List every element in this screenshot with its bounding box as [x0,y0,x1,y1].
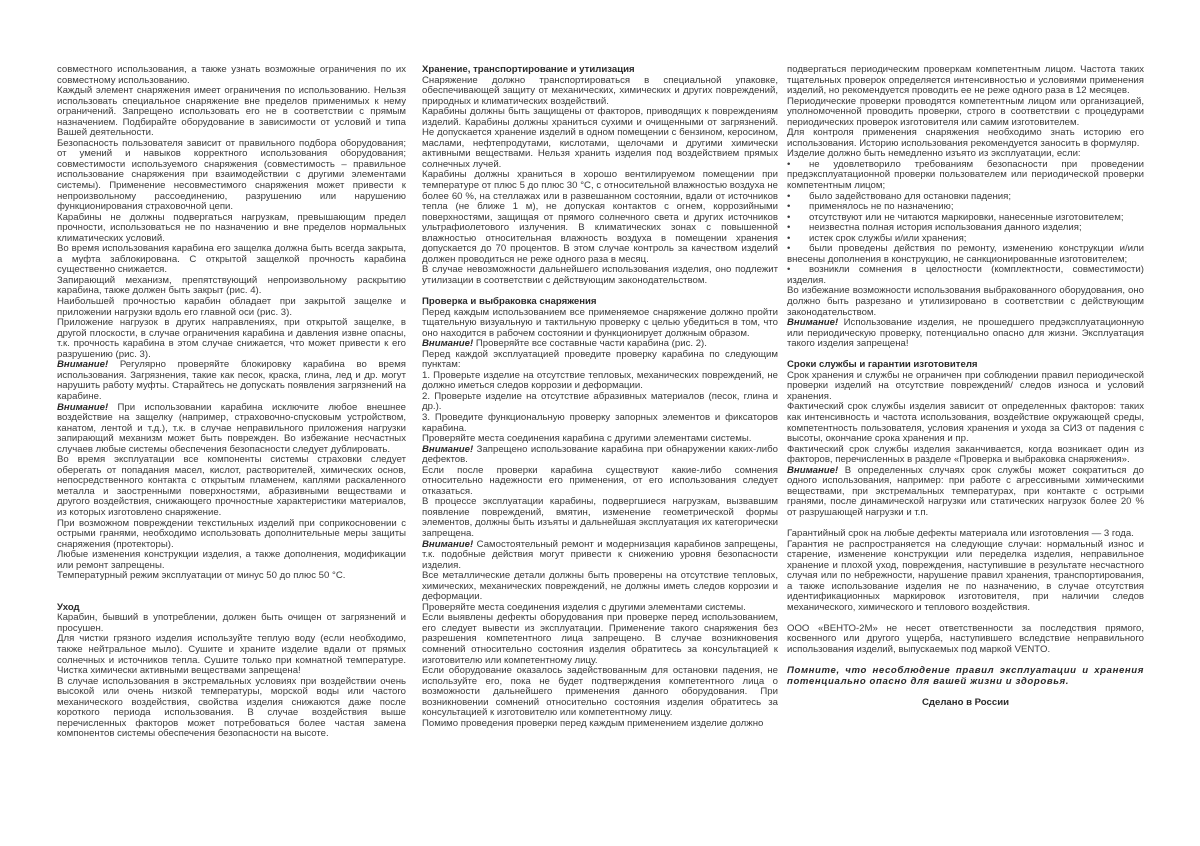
paragraph: совместного использования, а также узнать возможные ограничения по их совместному использованию. [57,64,406,86]
warning-text: В определенных случаях срок службы может сократиться до одного использования, например: при работе с агрессивными химическими веществами, при экстремальных температурах, при контакте с острыми гранями, после динамической нагрузки или статических нагрузок более 20 % от разрушающей нагрузки и т.п. [787,464,1144,518]
warning-paragraph [57,403,406,456]
paragraph: Для контроля применения снаряжения необходимо знать историю его использования. Историю использования рекомендуется заносить в формуляр. [787,127,1144,149]
paragraph: Для чистки грязного изделия используйте теплую воду (если необходимо, также нейтральное мыло). Сушите и храните изделие вдали от прямых солнечных и источников тепла. Сушите только при комнатной температуре. Чистка химически активными веществами запрещена! [57,633,406,677]
section-heading: Сроки службы и гарантии изготовителя [787,359,978,371]
column-left [57,65,406,740]
paragraph: Безопасность пользователя зависит от правильного подбора оборудования; от умений и навыков корректного использования оборудования; совместимости используемого снаряжения (совместимость – правильное использование снаряжения при взаимодействии с другими элементами системы). Применение несовместимого снаряжения может привести к непроизвольному рассоединению, разрушению или нарушению функционирования страховочной цепи. [57,137,406,213]
made-in-label: Сделано в России [921,696,1010,708]
warning-text: Запрещено использование карабина при обнаружении каких-либо дефектов. [422,443,778,466]
bullet-dot-icon: • [787,232,791,244]
paragraph: Во избежание возможности использования выбракованного оборудования, оно должно быть разрезано и утилизировано в соответствии с действующим законодательством. [787,285,1144,318]
paragraph: Наибольшей прочностью карабин обладает при закрытой защелке и приложении нагрузки вдоль его главной оси (рис. 3). [57,296,406,318]
bullet-dot-icon: • [787,190,791,202]
paragraph: Фактический срок службы изделия заканчивается, когда возникает один из факторов, перечисленных в разделе «Проверка и выбраковка снаряжения». [787,443,1144,466]
bullet-item [787,244,1144,265]
paragraph: Во время эксплуатации все компоненты системы страховки следует оберегать от попадания масел, кислот, растворителей, химических основ, непосредственного контакта с открытым пламенем, каплями раскаленного металла и заостренными поверхностями, абразивными веществами и другого воздействия, снижающего прочностные характеристики материалов, из которых изготовлено снаряжение. [57,454,406,518]
warning-text: При использовании карабина исключите любое внешнее воздействие на защелку (например, страховочно-спусковым устройством, канатом, лентой и т.д.), т.к. в случае неправильного приложения нагрузки запирающий механизм может быть поврежден. Во избежание несчастных случаев любые системы обеспечения безопасности следует дублировать. [57,401,406,455]
paragraph: 3. Проведите функциональную проверку запорных элементов и фиксаторов карабина. [422,412,778,434]
paragraph: В случае невозможности дальнейшего использования изделия, оно подлежит утилизации в соответствии с действующим законодательством. [422,264,778,286]
paragraph: Карабины должны быть защищены от факторов, приводящих к повреждениям изделий. Карабины должны храниться сухими и очищенными от загрязнений. Не допускается хранение изделий в одном помещении с бензином, керосином, маслами, нефтепродутами, кислотами, щелочами и другими химически активными веществами. Нельзя хранить изделия под воздействием прямых солнечных лучей. [422,106,778,170]
paragraph: Во время использования карабина его защелка должна быть всегда закрыта, а муфта заблокирована. С открытой защелкой прочность карабина существенно снижается. [57,243,406,276]
paragraph: 2. Проверьте изделие на отсутствие абразивных материалов (песок, глина и др.). [422,390,778,413]
warning-label: Внимание! [57,401,109,413]
paragraph: ООО «ВЕНТО-2М» не несет ответственности за последствия прямого, косвенного или другого ущерба, наступившего вследствие неправильного использования изделий, выпускаемых под маркой VENTO. [787,622,1144,655]
warning-paragraph [787,466,1144,519]
warning-label: Внимание! [57,359,109,371]
paragraph: При возможном повреждении текстильных изделий при соприкосновении с острыми гранями, необходимо использовать дополнительные меры защиты снаряжения (протекторы). [57,517,406,550]
section-heading: Хранение, транспортирование и утилизация [422,64,635,75]
paragraph: Запирающий механизм, препятствующий непроизвольному раскрытию карабина, также должен быть закрыт (рис. 4). [57,274,406,297]
spacer [57,582,406,593]
warning-text: Использование изделия, не прошедшего предэксплуатационную или периодическую проверку, потенциально опасно для жизни. Эксплуатация такого изделия запрещена! [787,317,1144,350]
paragraph: Перед каждой эксплуатацией проведите проверку карабина по следующим пунктам: [422,348,778,371]
column-right [787,65,1144,708]
bullet-dot-icon: • [787,201,791,213]
warning-label: Внимание! [422,538,474,550]
paragraph: Срок хранения и службы не ограничен при соблюдении правил периодической проверки изделий на отсутствие повреждений/ следов износа и условий хранения. [787,369,1144,402]
warning-text: Самостоятельный ремонт и модернизация карабинов запрещены, т.к. подобные действия могут привести к снижению уровня безопасности изделия. [422,538,778,571]
section-heading: Уход [57,601,80,613]
paragraph: Перед каждым использованием все применяемое снаряжение должно пройти тщательную визуальную и тактильную проверку с целью убедиться в том, что оно находится в рабочем состоянии и функционирует должным образом. [422,306,778,339]
bullet-dot-icon: • [787,264,791,276]
paragraph: подвергаться периодическим проверкам компетентным лицом. Частота таких тщательных проверок определяется интенсивностью и условиями применения изделий, но рекомендуется проводить ее не реже одного раза в 12 месяцев. [787,64,1144,97]
bullet-dot-icon: • [787,158,791,170]
warning-label: Внимание! [422,338,474,350]
bullet-dot-icon: • [787,243,791,255]
paragraph: В процессе эксплуатации карабины, подвергшиеся нагрузкам, вызвавшим появление повреждений, вмятин, изменение геометрической формы элементов, должны быть изъяты и дальнейшая эксплуатация их категорически запрещена. [422,496,778,540]
bullet-text: были проведены действия по ремонту, изменению конструкции и/или внесены дополнения в конструкцию, не санкционированные изготовителем; [787,243,1144,265]
paragraph: Фактический срок службы изделия зависит от определенных факторов: таких как интенсивность и частота использования, воздействие окружающей среды, компетентность пользователя, условия хранения и ухода за СИЗ от падения с высоты, окончание срока хранения и пр. [787,401,1144,445]
paragraph: Помимо проведения проверки перед каждым применением изделие должно [422,717,764,729]
bullet-text: не удовлетворило требованиям безопасности при проведении предэксплуатационной проверки пользователем или периодической проверки компетентным лицом; [787,158,1144,192]
paragraph: Все металлические детали должны быть проверены на отсутствие тепловых, химических, механических повреждений, не должны иметь следов коррозии и деформации. [422,570,778,603]
bullet-text: отсутствуют или не читаются маркировки, нанесенные изготовителем; [809,211,1124,223]
paragraph: Снаряжение должно транспортироваться в специальной упаковке, обеспечивающей защиту от механических, химических и других повреждений, природных и климатических воздействий. [422,74,778,107]
safety-reminder: Помните, что несоблюдение правил эксплуатации и хранения потенциально опасно для вашей жизни и здоровья. [787,664,1144,687]
warning-label: Внимание! [422,443,474,455]
paragraph: Если после проверки карабина существуют какие-либо сомнения относительно надежности его применения, от его использования следует отказаться. [422,464,778,497]
warning-label: Внимание! [787,317,839,329]
column-middle [422,65,778,729]
bullet-text: было задействовано для остановки падения; [809,190,1012,202]
warning-text: Регулярно проверяйте блокировку карабина во время использования. Загрязнения, такие как песок, краска, глина, лед и др. могут нарушить работу муфты. Старайтесь не допускать появления загрязнений на карабине. [57,359,406,402]
paragraph: Гарантийный срок на любые дефекты материала или изготовления — 3 года. [787,527,1134,539]
bullet-text: применялось не по назначению; [809,201,954,213]
paragraph: Если оборудование оказалось задействованным для остановки падения, не используйте его, пока не будет подтверждения компетентного лица о возможности дальнейшего применения данного оборудования. При возникновении сомнений относительно состояния изделия обратитесь за консультацией к изготовителю или компетентному лицу. [422,665,778,719]
bullet-item [787,265,1144,286]
bullet-text: возникли сомнения в целостности (комплектности, совместимости) изделия. [787,264,1144,286]
paragraph: Карабины не должны подвергаться нагрузкам, превышающим предел прочности, использоваться не по назначению и вне пределов нормальных климатических условий. [57,211,406,244]
paragraph: Проверяйте места соединения изделия с другими элементами системы. [422,601,746,613]
paragraph: Если выявлены дефекты оборудования при проверке перед использованием, его следует вывести из эксплуатации. Применение такого снаряжения без разрешения компетентного лица запрещено. В случае возникновения сомнений относительно состояния изделия обратитесь за консультацией к изготовителю или компетентному лицу. [422,612,778,666]
paragraph: 1. Проверьте изделие на отсутствие тепловых, механических повреждений, не должно иметься следов коррозии и деформации. [422,369,778,392]
warning-paragraph [787,318,1144,350]
warning-paragraph [422,540,778,572]
bullet-dot-icon: • [787,222,791,234]
spacer [57,592,406,603]
paragraph: Приложение нагрузок в других направлениях, при открытой защелке, в другой плоскости, в случае ограничения карабина и давления извне опасны, т.к. прочность карабина в этом случае снижается, что может привести к его разрушению (рис. 3). [57,317,406,360]
warning-label: Внимание! [787,464,839,476]
paragraph: В случае использования в экстремальных условиях при воздействии очень высокой или очень низкой температуры, морской воды или частого механического воздействия, свойства изделия снижаются даже после короткого периода использования. В случае воздействия выше перечисленных факторов может потребоваться более частая замена компонентов системы обеспечения безопасности на высоте. [57,675,406,740]
paragraph: Температурный режим эксплуатации от минус 50 до плюс 50 °С. [57,570,346,582]
paragraph: Карабины должны храниться в хорошо вентилируемом помещении при температуре от плюс 5 до плюс 30 °С, с относительной влажностью воздуха не более 60 %, на стеллажах или в развешанном состоянии, вдали от источников тепла (не ближе 1 м), не допуская контактов с огнем, коррозийными поверхностями, защищая от прямого солнечного света и других источников ультрафиолетового излучения. В климатических зонах с повышенной влажностью относительная влажность воздуха в помещении хранения допускается до 70 процентов. В этом случае контроль за качеством изделий должен проводиться не реже одного раза в месяц. [422,169,778,265]
paragraph: Гарантия не распространяется на следующие случаи: нормальный износ и старение, изменение конструкции или переделка изделия, неправильное хранение и плохой уход, повреждения, наступившие в результате несчастного случая или по небрежности, нарушение правил хранения, транспортирования, а также использование изделия не по назначению, в случае отсутствия идентификационных маркировок изготовителя, при наличии следов механического, химического и теплового воздействия. [787,538,1144,613]
bullet-text: истек срок службы и/или хранения; [809,232,967,244]
warning-paragraph [57,360,406,402]
bullet-dot-icon: • [787,211,791,223]
paragraph: Любые изменения конструкции изделия, а также дополнения, модификации или ремонт запрещены. [57,549,406,571]
bullet-item [787,160,1144,192]
bullet-text: неизвестна полная история использования данного изделия; [809,222,1082,234]
paragraph: Изделие должно быть немедленно изъято из эксплуатации, если: [787,148,1081,160]
section-heading: Проверка и выбраковка снаряжения [422,295,597,307]
paragraph: Карабин, бывший в употреблении, должен быть очищен от загрязнений и просушен. [57,612,406,634]
paragraph: Каждый элемент снаряжения имеет ограничения по использованию. Нельзя использовать специальное снаряжение вне пределов применимых к нему ограничений. Запрещено использовать его не в соответствии с прямым назначением. Подбирайте оборудование в зависимости от условий и типа Вашей деятельности. [57,85,406,139]
spacer [787,687,1144,698]
paragraph: Проверяйте места соединения карабина с другими элементами системы. [422,433,752,445]
warning-text: Проверяйте все составные части карабина (рис. 2). [473,338,707,350]
paragraph: Периодические проверки проводятся компетентным лицом или организацией, уполномоченной проводить проверки, строго в соответствии с процедурами периодических проверок изготовителя или самим изготовителем. [787,95,1144,128]
warning-paragraph [422,445,778,466]
